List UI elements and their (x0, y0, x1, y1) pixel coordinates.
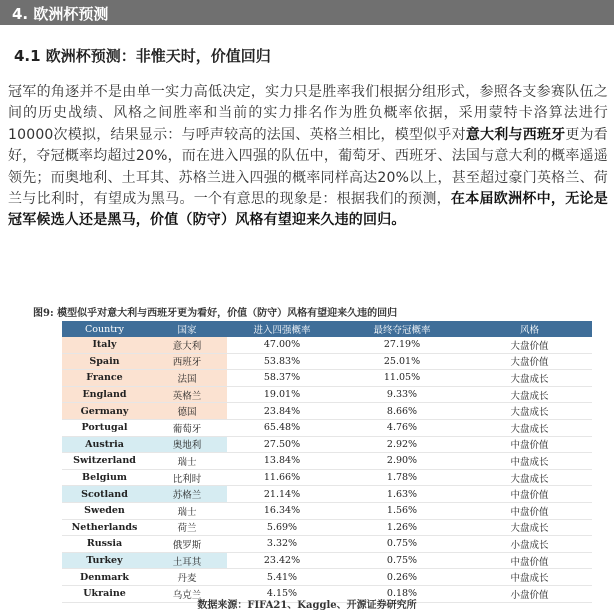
country-cn-cell: 土耳其 (147, 552, 227, 569)
semifinal-prob-cell: 23.84% (227, 403, 337, 420)
data-source: 数据来源：FIFA21、Kaggle、开源证券研究所 (197, 600, 417, 611)
table-row (62, 469, 592, 486)
header-style: 风格 (467, 321, 592, 337)
country-cell: Turkey (62, 552, 147, 569)
country-cell: Sweden (62, 502, 147, 519)
style-cell: 大盘成长 (467, 386, 592, 403)
win-prob-cell: 9.33% (337, 386, 467, 403)
style-cell: 中盘价值 (467, 502, 592, 519)
semifinal-prob-cell: 13.84% (227, 453, 337, 470)
country-cell: Russia (62, 536, 147, 553)
semifinal-prob-cell: 23.42% (227, 552, 337, 569)
country-cell: Portugal (62, 419, 147, 436)
section-header (0, 0, 614, 25)
country-cn-cell: 葡萄牙 (147, 419, 227, 436)
semifinal-prob-cell: 21.14% (227, 486, 337, 503)
figure-caption: 图9: 模型似乎对意大利与西班牙更为看好，价值（防守）风格有望迎来久违的回归 (33, 308, 398, 319)
country-cn-cell: 意大利 (147, 337, 227, 353)
country-cn-cell: 丹麦 (147, 569, 227, 586)
table-row (62, 453, 592, 470)
country-cn-cell: 瑞士 (147, 502, 227, 519)
country-cn-cell: 俄罗斯 (147, 536, 227, 553)
style-cell: 大盘成长 (467, 370, 592, 387)
table-row (62, 403, 592, 420)
table-header-row (62, 321, 592, 337)
semifinal-prob-cell: 58.37% (227, 370, 337, 387)
country-cn-cell: 德国 (147, 403, 227, 420)
header-country: Country (62, 321, 147, 337)
win-prob-cell: 1.78% (337, 469, 467, 486)
section-title: 4. 欧洲杯预测 (12, 5, 109, 23)
style-cell: 中盘成长 (467, 569, 592, 586)
table-row (62, 419, 592, 436)
semifinal-prob-cell: 5.69% (227, 519, 337, 536)
style-cell: 大盘成长 (467, 403, 592, 420)
semifinal-prob-cell: 27.50% (227, 436, 337, 453)
prediction-table (62, 321, 592, 603)
style-cell: 大盘价值 (467, 353, 592, 370)
semifinal-prob-cell: 47.00% (227, 337, 337, 353)
country-cell: England (62, 386, 147, 403)
win-prob-cell: 0.18% (337, 585, 467, 602)
header-semi: 进入四强概率 (227, 321, 337, 337)
win-prob-cell: 27.19% (337, 337, 467, 353)
table-row (62, 353, 592, 370)
win-prob-cell: 1.26% (337, 519, 467, 536)
country-cell: Switzerland (62, 453, 147, 470)
table-row (62, 337, 592, 353)
win-prob-cell: 2.92% (337, 436, 467, 453)
table-body (62, 337, 592, 602)
table-row (62, 502, 592, 519)
country-cn-cell: 乌克兰 (147, 585, 227, 602)
paragraph-text-1: 冠军的角逐并不是由单一实力高低决定，实力只是胜率我们根据分组形式，参照各支参赛队伍之间的历史战绩、风格之间胜率和当前的实力排名作为胜负概率依据，采用蒙特卡洛算法进行10000次模拟，结果显示：与呼声较高的法国、英格兰相比，模型似乎对 (8, 84, 608, 143)
style-cell: 中盘成长 (467, 453, 592, 470)
table-row (62, 569, 592, 586)
country-cell: Denmark (62, 569, 147, 586)
semifinal-prob-cell: 16.34% (227, 502, 337, 519)
paragraph-bold-2: 在本届欧洲杯中，无论是冠军候选人还是黑马，价值（防守）风格有望迎来久违的回归。 (8, 191, 608, 229)
table-row (62, 386, 592, 403)
paragraph-text-2: 更为看好，夺冠概率均超过20%，而在进入四强的队伍中，葡萄牙、西班牙、法国与意大利的概率遥遥领先；而奥地利、土耳其、苏格兰进入四强的概率同样高达20%以上，甚至超过豪门英格兰、荷兰与比利时，有望成为黑马。一个有意思的现象是：根据我们的预测， (8, 126, 608, 208)
win-prob-cell: 2.90% (337, 453, 467, 470)
body-paragraph (8, 82, 608, 232)
country-cn-cell: 瑞士 (147, 453, 227, 470)
country-cn-cell: 比利时 (147, 469, 227, 486)
style-cell: 大盘成长 (467, 519, 592, 536)
country-cell: Ukraine (62, 585, 147, 602)
table-row (62, 370, 592, 387)
table-row (62, 436, 592, 453)
win-prob-cell: 0.75% (337, 536, 467, 553)
win-prob-cell: 4.76% (337, 419, 467, 436)
semifinal-prob-cell: 4.15% (227, 585, 337, 602)
win-prob-cell: 0.75% (337, 552, 467, 569)
win-prob-cell: 11.05% (337, 370, 467, 387)
semifinal-prob-cell: 5.41% (227, 569, 337, 586)
country-cell: Netherlands (62, 519, 147, 536)
win-prob-cell: 8.66% (337, 403, 467, 420)
subsection-title: 4.1 欧洲杯预测：非惟天时，价值回归 (14, 47, 271, 65)
country-cell: Germany (62, 403, 147, 420)
style-cell: 小盘成长 (467, 536, 592, 553)
table-row (62, 519, 592, 536)
country-cn-cell: 英格兰 (147, 386, 227, 403)
win-prob-cell: 1.56% (337, 502, 467, 519)
country-cn-cell: 西班牙 (147, 353, 227, 370)
win-prob-cell: 1.63% (337, 486, 467, 503)
country-cell: Austria (62, 436, 147, 453)
country-cn-cell: 法国 (147, 370, 227, 387)
semifinal-prob-cell: 53.83% (227, 353, 337, 370)
country-cell: Belgium (62, 469, 147, 486)
style-cell: 中盘价值 (467, 552, 592, 569)
country-cn-cell: 苏格兰 (147, 486, 227, 503)
header-win: 最终夺冠概率 (337, 321, 467, 337)
semifinal-prob-cell: 65.48% (227, 419, 337, 436)
win-prob-cell: 25.01% (337, 353, 467, 370)
paragraph-bold-1: 意大利与西班牙 (465, 126, 566, 143)
style-cell: 中盘价值 (467, 486, 592, 503)
country-cell: Italy (62, 337, 147, 353)
style-cell: 大盘成长 (467, 419, 592, 436)
country-cell: Scotland (62, 486, 147, 503)
semifinal-prob-cell: 19.01% (227, 386, 337, 403)
style-cell: 大盘成长 (467, 469, 592, 486)
country-cell: Spain (62, 353, 147, 370)
style-cell: 大盘价值 (467, 337, 592, 353)
semifinal-prob-cell: 11.66% (227, 469, 337, 486)
country-cn-cell: 荷兰 (147, 519, 227, 536)
table-row (62, 536, 592, 553)
table-row (62, 486, 592, 503)
win-prob-cell: 0.26% (337, 569, 467, 586)
country-cn-cell: 奥地利 (147, 436, 227, 453)
semifinal-prob-cell: 3.32% (227, 536, 337, 553)
table-row (62, 552, 592, 569)
country-cell: France (62, 370, 147, 387)
style-cell: 中盘价值 (467, 436, 592, 453)
header-cn: 国家 (147, 321, 227, 337)
style-cell: 小盘价值 (467, 585, 592, 602)
